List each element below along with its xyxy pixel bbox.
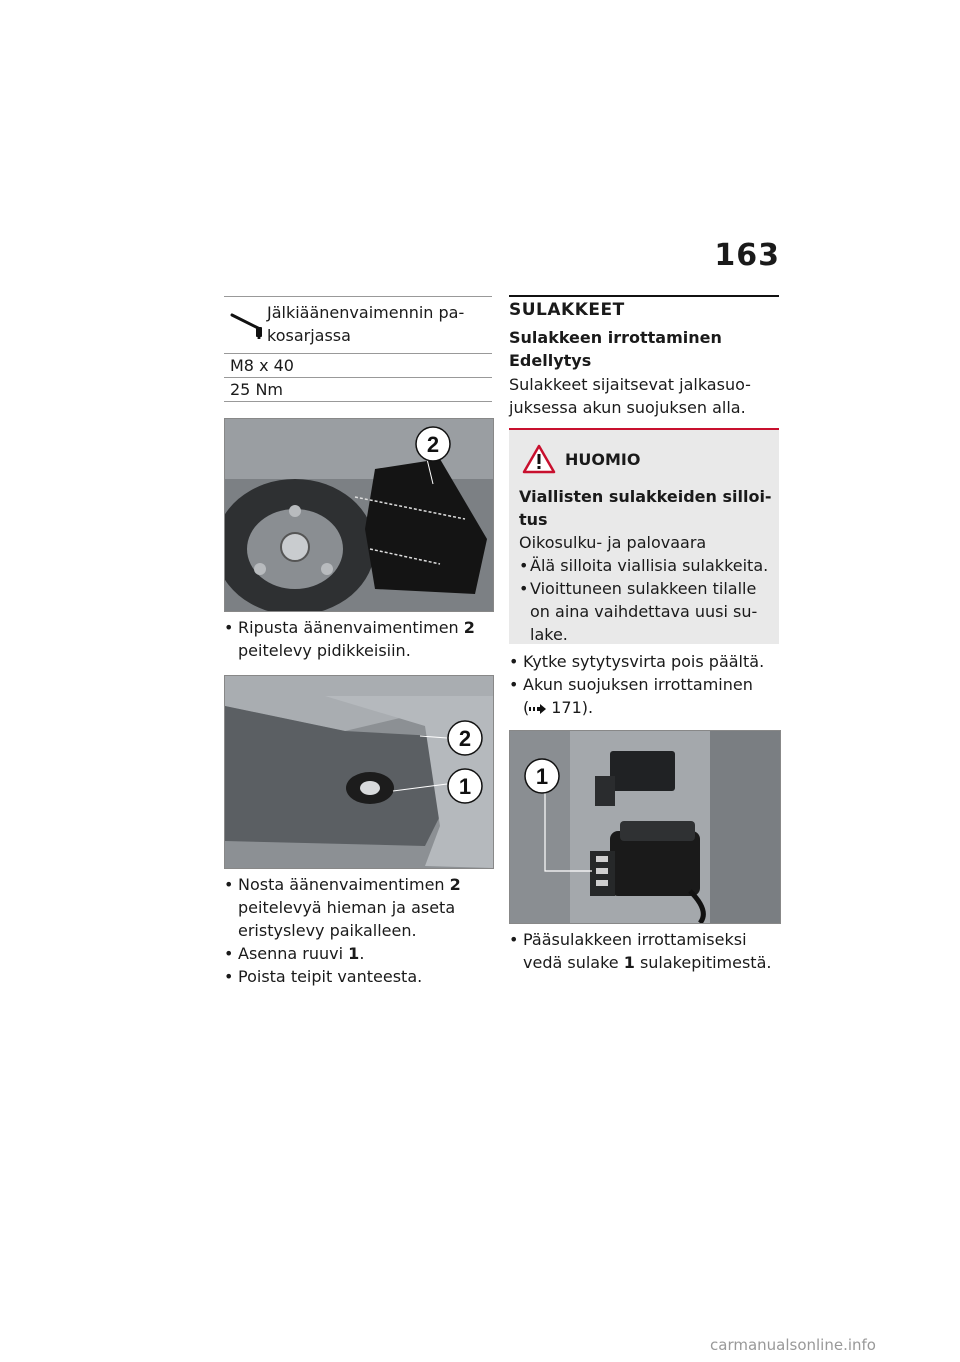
right-bullets-1 xyxy=(509,650,779,719)
warning-box xyxy=(509,428,779,644)
bullet-text: Ripusta äänenvaimentimen xyxy=(238,618,459,637)
list-item: • Kytke sytytysvirta pois päältä. xyxy=(509,650,779,673)
ref-number: 2 xyxy=(463,618,475,637)
list-item xyxy=(509,928,779,974)
torque-wrench-icon xyxy=(230,309,266,339)
ref-number: 1 xyxy=(623,953,635,972)
section-rule xyxy=(509,295,779,297)
warning-subtitle xyxy=(519,485,774,531)
list-item xyxy=(224,873,494,942)
warning-subtitle-line1: Viallisten sulakkeiden silloi- xyxy=(519,487,772,506)
ref-number: 1 xyxy=(348,944,360,963)
torque-table-header xyxy=(224,296,492,354)
bullet-text: Poista teipit vanteesta. xyxy=(238,967,423,986)
warning-item: • Älä silloita viallisia sulakkeita. xyxy=(519,554,777,577)
torque-table xyxy=(224,296,492,402)
bullet-text: Asenna ruuvi xyxy=(238,944,344,963)
arrow-right-icon xyxy=(529,703,547,715)
photo-insulation-plate xyxy=(224,675,494,869)
warning-hazard: Oikosulku- ja palovaara xyxy=(519,533,707,552)
left-bullets-2 xyxy=(224,873,494,988)
photo2-callout-1: 1 xyxy=(458,774,472,799)
bullet-text-cont: peitelevy pidikkeisiin. xyxy=(238,641,411,660)
ref-paren: ( xyxy=(523,698,530,717)
photo3-callout: 1 xyxy=(535,764,549,789)
prereq-line1: Sulakkeet sijaitsevat jalkasuo- xyxy=(509,375,751,394)
right-bullets-2 xyxy=(509,928,779,974)
list-item xyxy=(224,616,494,662)
left-bullets-1 xyxy=(224,616,494,662)
warning-item-line: • Vioittuneen sulakkeen tilalle xyxy=(530,579,757,598)
subheading xyxy=(509,326,779,372)
warning-triangle-icon xyxy=(522,444,556,474)
bullet-text: Nosta äänenvaimentimen xyxy=(238,875,445,894)
photo-fuse-holder xyxy=(509,730,781,924)
list-item xyxy=(509,673,779,719)
section-heading: SULAKKEET xyxy=(509,300,625,320)
warning-item xyxy=(519,577,777,646)
page-number: 163 xyxy=(714,238,780,273)
photo1-callout: 2 xyxy=(426,432,440,457)
bullet-text: Akun suojuksen irrottaminen xyxy=(523,675,753,694)
bullet-text-cont: peitelevyä hieman ja aseta xyxy=(238,898,456,917)
warning-title: HUOMIO xyxy=(565,450,641,469)
subheading-title: Sulakkeen irrottaminen xyxy=(509,328,722,347)
ref-number: 2 xyxy=(449,875,461,894)
torque-title-line1: Jälkiäänenvaimennin pa- xyxy=(267,303,465,322)
bullet-text-cont: eristyslevy paikalleen. xyxy=(238,921,417,940)
bullet-text-end: . xyxy=(359,944,365,963)
torque-value: 25 Nm xyxy=(224,378,492,402)
prereq-heading: Edellytys xyxy=(509,351,592,370)
page-ref[interactable]: 171). xyxy=(551,698,594,717)
prereq-line2: juksessa akun suojuksen alla. xyxy=(509,398,746,417)
torque-size: M8 x 40 xyxy=(224,354,492,378)
torque-table-title xyxy=(267,301,489,347)
warning-item-line: lake. xyxy=(530,625,568,644)
warning-item-line: on aina vaihdettava uusi su- xyxy=(530,602,758,621)
bullet-text-end: sulakepitimestä. xyxy=(639,953,772,972)
warning-subtitle-line2: tus xyxy=(519,510,548,529)
photo2-callout-2: 2 xyxy=(458,726,472,751)
list-item xyxy=(224,965,494,988)
bullet-text-cont: vedä sulake xyxy=(523,953,619,972)
torque-title-line2: kosarjassa xyxy=(267,326,351,345)
warning-text xyxy=(519,531,777,646)
prereq-text xyxy=(509,373,779,419)
photo-muffler-cover xyxy=(224,418,494,612)
watermark: carmanualsonline.info xyxy=(710,1336,876,1354)
list-item xyxy=(224,942,494,965)
bullet-text: Pääsulakkeen irrottamiseksi xyxy=(523,930,747,949)
